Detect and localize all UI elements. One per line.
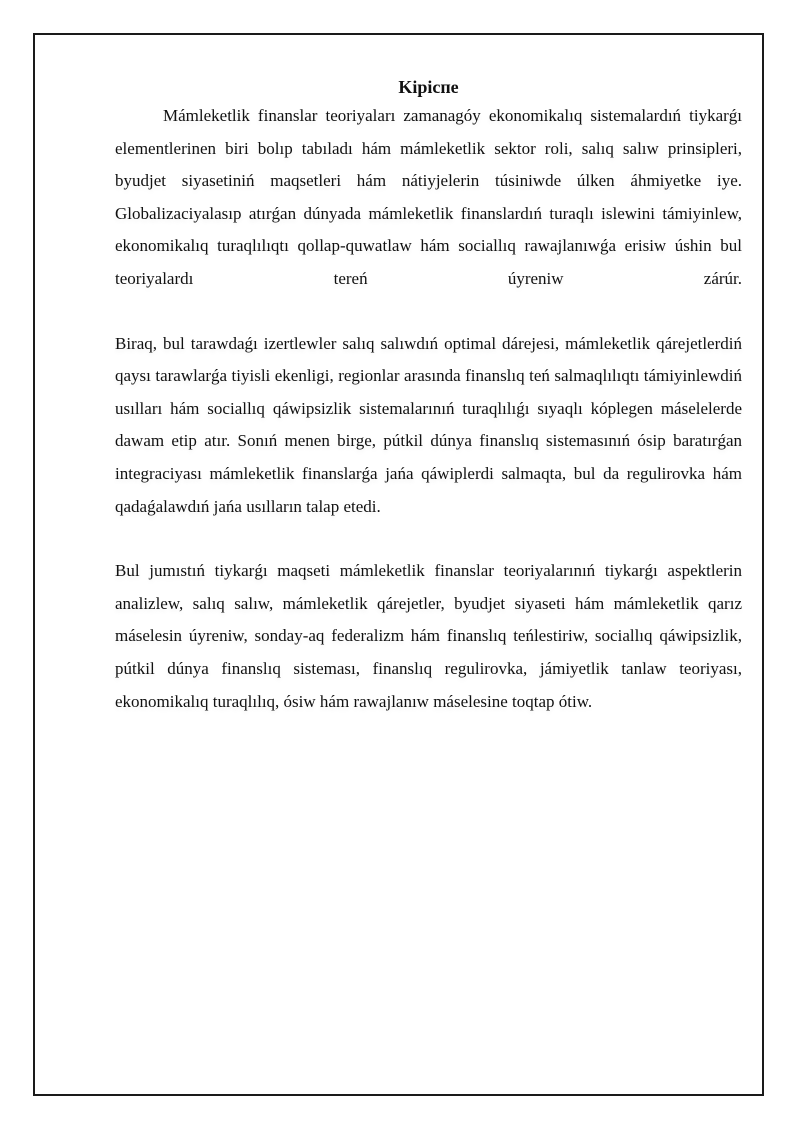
document-body xyxy=(115,75,742,718)
paragraph-spacer xyxy=(115,296,742,328)
paragraph-1: Mámleketlik finanslar teoriyaları zamanagóy ekonomikalıq sistemalardıń tiykarǵı elementlerinen biri bolıp tabıladı hám mámleketlik sektor roli, salıq salıw prinsipleri, byudjet siyasetiniń maqsetleri hám nátiyjelerin túsiniwde úlken áhmiyetke iye. Globalizaciyalasıp atırǵan dúnyada mámleketlik finanslardıń turaqlı islewini támiyinlew, ekonomikalıq turaqlılıqtı qollap-quwatlaw hám sociallıq rawajlanıwǵa erisiw úshin bul teoriyalardı tereń úyreniw zárúr. xyxy=(115,106,742,288)
section-title: Kipicпe xyxy=(398,77,459,97)
paragraph-2: Biraq, bul tarawdaǵı izertlewler salıq salıwdıń optimal dárejesi, mámleketlik qárejetlerdiń qaysı tarawlarǵa tiyisli ekenligi, regionlar arasında finanslıq teń salmaqlılıqtı támiyinlewdiń usılları hám sociallıq qáwipsizlik sistemalarınıń turaqlılıǵı sıyaqlı kóplegen máselelerde dawam etip atır. Sonıń menen birge, pútkil dúnya finanslıq sistemasınıń ósip baratırǵan integraciyası mámleketlik finanslarǵa jańa qáwiplerdi salmaqta, bul da regulirovka hám qadaǵalawdıń jańa usılların talap etedi. xyxy=(115,333,742,516)
paragraph-spacer xyxy=(115,523,742,555)
paragraph-3: Bul jumıstıń tiykarǵı maqseti mámleketlik finanslar teoriyalarınıń tiykarǵı aspektlerin analizlew, salıq salıw, mámleketlik qárejetler, byudjet siyaseti hám mámleketlik qarız máselesin úyreniw, sonday-aq federalizm hám finanslıq teńlestiriw, sociallıq qáwipsizlik, pútkil dúnya finanslıq sisteması, finanslıq regulirovka, jámiyetlik tanlaw teoriyası, ekonomikalıq turaqlılıq, ósiw hám rawajlanıw máselesine toqtap ótiw. xyxy=(115,561,742,711)
